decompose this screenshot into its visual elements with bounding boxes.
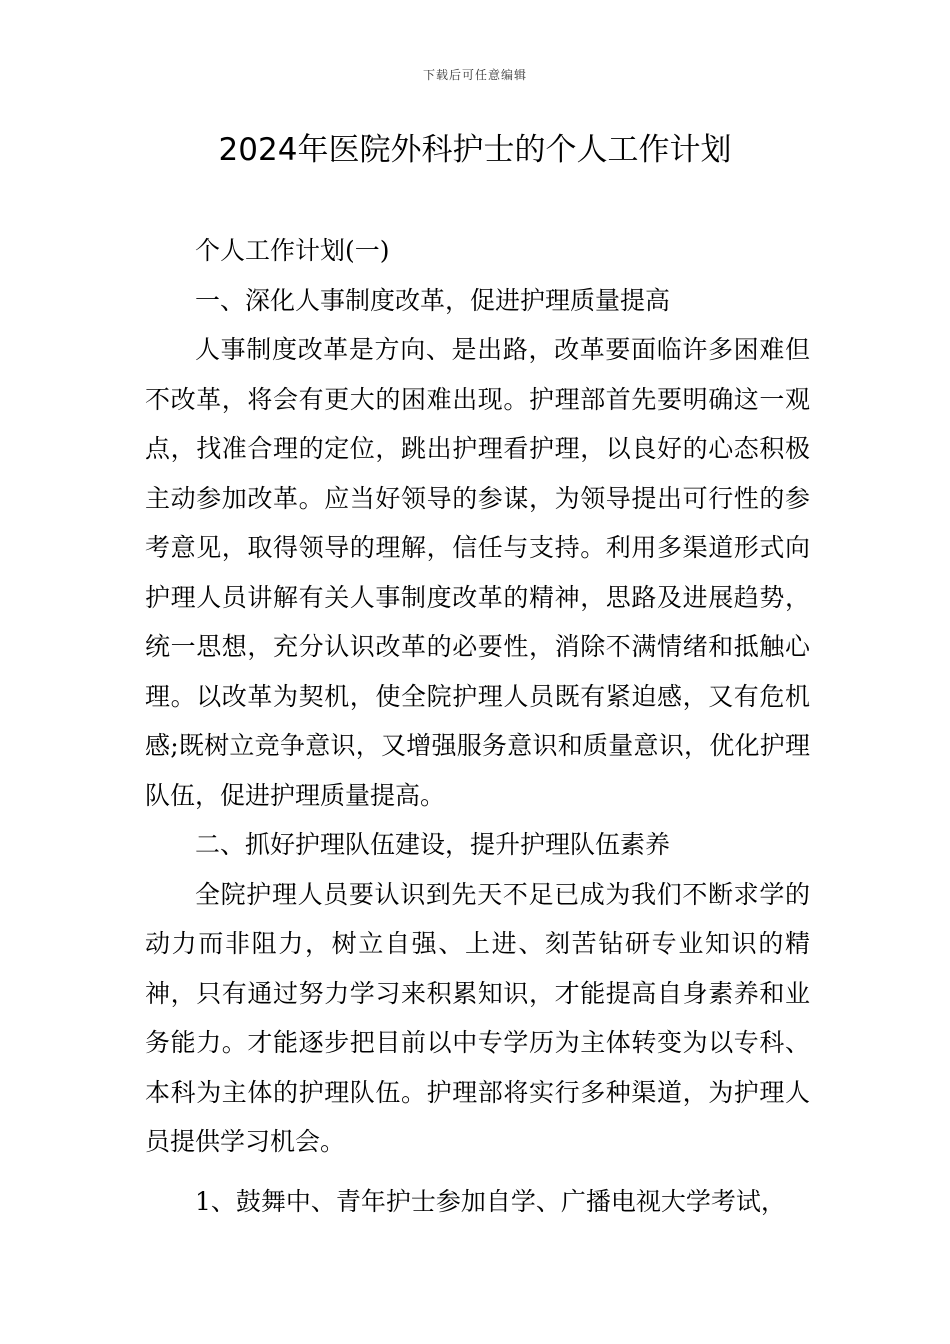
paragraph-section-2-heading: 二、抓好护理队伍建设，提升护理队伍素养 (195, 830, 671, 859)
document-title: 2024年医院外科护士的个人工作计划 (218, 132, 732, 168)
paragraph-item-1: 1、鼓舞中、青年护士参加自学、广播电视大学考试， (195, 1186, 786, 1216)
paragraph-section-1-heading: 一、深化人事制度改革，促进护理质量提高 (195, 285, 671, 315)
paragraph-plan-heading: 个人工作计划(一) (195, 236, 390, 265)
page-header-note: 下载后可任意编辑 (422, 68, 527, 82)
paragraph-section-1-body: 人事制度改革是方向、是出路，改革要面临许多困难但不改革，将会有更大的困难出现。护理部首先要明确这一观点，找准合理的定位，跳出护理看护理，以良好的心态积极主动参加改革。应当好领导的参谋，为领导提出可行性的参考意见，取得领导的理解，信任与支持。利用多渠道形式向护理人员讲解有关人事制度改革的精神，思路及进展趋势，统一思想，充分认识改革的必要性，消除不满情绪和抵触心理。以改革为契机，使全院护理人员既有紧迫感，又有危机感;既树立竞争意识，又增强服务意识和质量意识，优化护理队伍，促进护理质量提高。 (145, 335, 810, 810)
paragraph-section-2-body: 全院护理人员要认识到先天不足已成为我们不断求学的动力而非阻力，树立自强、上进、刻苦钻研专业知识的精神，只有通过努力学习来积累知识，才能提高自身素养和业务能力。才能逐步把目前以中专学历为主体转变为以专科、本科为主体的护理队伍。护理部将实行多种渠道，为护理人员提供学习机会。 (145, 879, 810, 1156)
document-body (145, 226, 810, 1226)
